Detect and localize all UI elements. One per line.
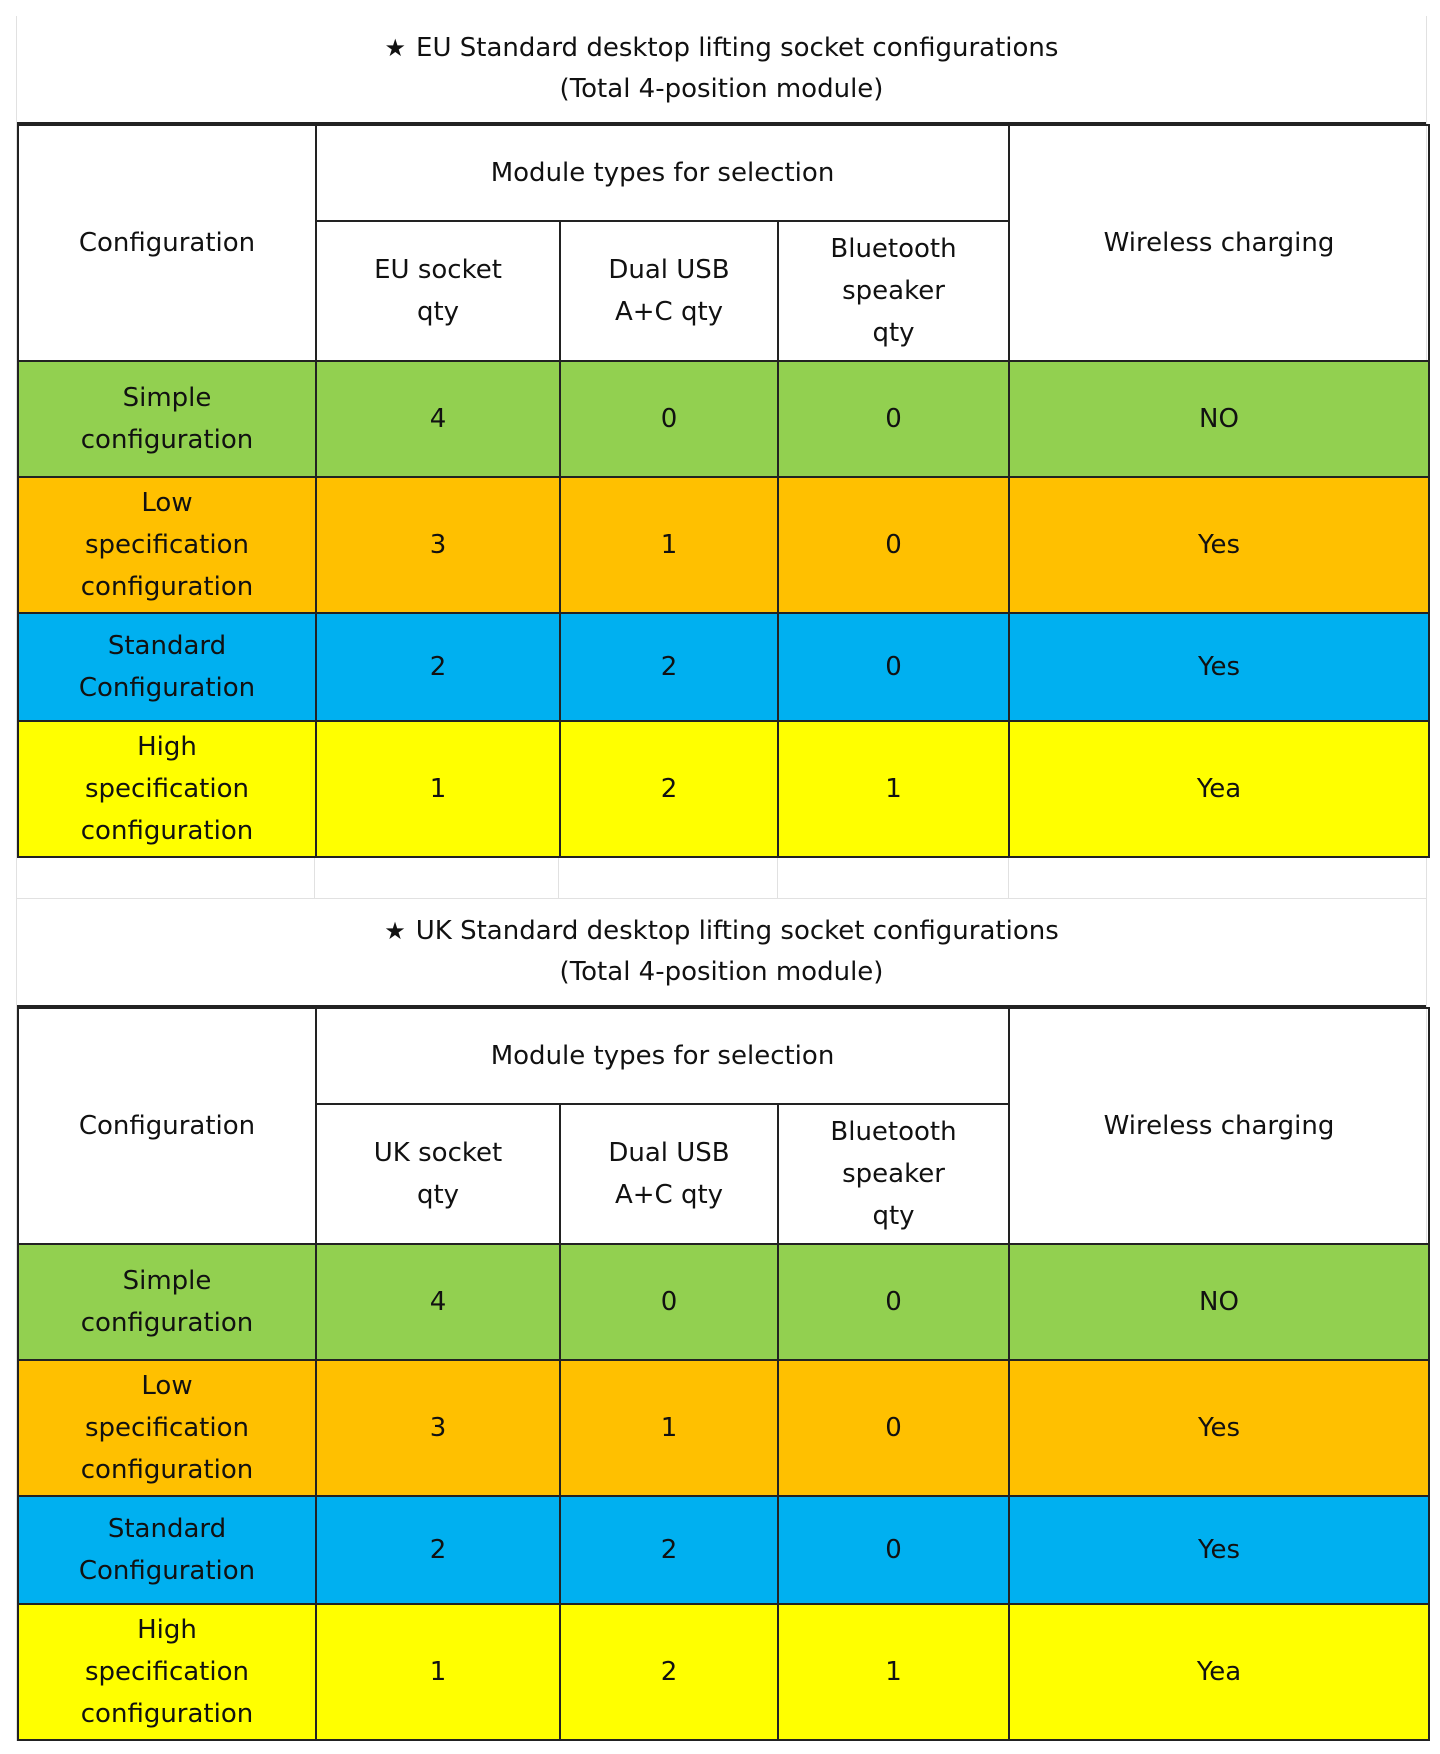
table-row bbox=[18, 1360, 1429, 1496]
header-socket-qty bbox=[316, 221, 560, 361]
config-name-line: configuration bbox=[80, 816, 254, 846]
table-row bbox=[18, 613, 1429, 721]
spreadsheet bbox=[16, 16, 1427, 1741]
row-config-name bbox=[18, 1360, 316, 1496]
empty-cell bbox=[17, 858, 315, 898]
row-config-name bbox=[18, 1604, 316, 1740]
row-config-name bbox=[18, 721, 316, 857]
table-row bbox=[18, 1604, 1429, 1740]
header-usb-qty bbox=[560, 1104, 778, 1244]
config-name-line: Configuration bbox=[78, 673, 256, 703]
cell-usb: 0 bbox=[560, 361, 778, 477]
uk-block bbox=[16, 899, 1427, 1741]
star-icon: ★ bbox=[384, 917, 406, 945]
cell-bt: 1 bbox=[778, 721, 1009, 857]
cell-bt: 0 bbox=[778, 361, 1009, 477]
cell-wireless: Yes bbox=[1009, 477, 1429, 613]
header-wireless-charging: Wireless charging bbox=[1009, 1008, 1429, 1244]
header-bt-qty-line3: qty bbox=[872, 1201, 915, 1231]
cell-bt: 0 bbox=[778, 1244, 1009, 1360]
table-row bbox=[18, 721, 1429, 857]
uk-title-line1-wrap bbox=[384, 911, 1059, 952]
header-bt-qty-line2: speaker bbox=[842, 1159, 945, 1189]
config-name-line: specification bbox=[85, 1657, 249, 1687]
config-name-line: Simple bbox=[122, 383, 212, 413]
header-socket-qty-line2: qty bbox=[416, 1180, 460, 1210]
header-bt-qty-line1: Bluetooth bbox=[830, 234, 957, 264]
config-name-line: Standard bbox=[107, 631, 227, 661]
row-config-name bbox=[18, 613, 316, 721]
header-bt-qty-line3: qty bbox=[872, 318, 915, 348]
config-name-line: configuration bbox=[80, 1455, 254, 1485]
header-usb-qty-line1: Dual USB bbox=[608, 255, 730, 285]
cell-socket: 1 bbox=[316, 721, 560, 857]
cell-wireless: Yes bbox=[1009, 1496, 1429, 1604]
cell-bt: 0 bbox=[778, 1496, 1009, 1604]
cell-socket: 2 bbox=[316, 613, 560, 721]
cell-wireless: NO bbox=[1009, 361, 1429, 477]
header-socket-qty-line1: EU socket bbox=[374, 255, 502, 285]
cell-usb: 1 bbox=[560, 477, 778, 613]
cell-bt: 0 bbox=[778, 477, 1009, 613]
uk-title-line2: (Total 4-position module) bbox=[559, 957, 884, 987]
config-name-line: Standard bbox=[107, 1514, 227, 1544]
uk-title-line1: UK Standard desktop lifting socket configurations bbox=[415, 916, 1059, 946]
cell-wireless: Yes bbox=[1009, 613, 1429, 721]
header-usb-qty-line2: A+C qty bbox=[614, 297, 724, 327]
header-socket-qty-line2: qty bbox=[416, 297, 460, 327]
cell-usb: 2 bbox=[560, 1496, 778, 1604]
config-name-line: configuration bbox=[80, 1308, 254, 1338]
config-name-line: Low bbox=[141, 488, 193, 518]
table-row bbox=[18, 477, 1429, 613]
empty-cell bbox=[778, 858, 1009, 898]
cell-socket: 4 bbox=[316, 361, 560, 477]
uk-title bbox=[17, 899, 1426, 1007]
row-config-name bbox=[18, 361, 316, 477]
cell-usb: 2 bbox=[560, 721, 778, 857]
header-socket-qty-line1: UK socket bbox=[373, 1138, 503, 1168]
config-name-line: specification bbox=[85, 1413, 249, 1443]
header-bt-qty-line2: speaker bbox=[842, 276, 945, 306]
cell-socket: 2 bbox=[316, 1496, 560, 1604]
cell-bt: 0 bbox=[778, 1360, 1009, 1496]
eu-title-line1-wrap bbox=[385, 28, 1059, 69]
eu-title-line2: (Total 4-position module) bbox=[559, 74, 884, 104]
header-configuration: Configuration bbox=[18, 1008, 316, 1244]
config-name-line: specification bbox=[85, 774, 249, 804]
header-usb-qty bbox=[560, 221, 778, 361]
header-bt-qty bbox=[778, 1104, 1009, 1244]
cell-socket: 3 bbox=[316, 1360, 560, 1496]
eu-block bbox=[16, 16, 1427, 899]
cell-wireless: NO bbox=[1009, 1244, 1429, 1360]
cell-bt: 0 bbox=[778, 613, 1009, 721]
table-row bbox=[18, 1496, 1429, 1604]
empty-cell bbox=[1009, 858, 1426, 898]
row-config-name bbox=[18, 1496, 316, 1604]
config-name-line: specification bbox=[85, 530, 249, 560]
table-row bbox=[18, 1244, 1429, 1360]
star-icon: ★ bbox=[384, 34, 407, 62]
cell-wireless: Yea bbox=[1009, 1604, 1429, 1740]
header-usb-qty-line2: A+C qty bbox=[614, 1180, 724, 1210]
header-configuration: Configuration bbox=[18, 125, 316, 361]
config-name-line: Low bbox=[141, 1371, 193, 1401]
config-name-line: Configuration bbox=[78, 1556, 256, 1586]
cell-wireless: Yes bbox=[1009, 1360, 1429, 1496]
header-socket-qty bbox=[316, 1104, 560, 1244]
cell-wireless: Yea bbox=[1009, 721, 1429, 857]
row-config-name bbox=[18, 1244, 316, 1360]
header-usb-qty-line1: Dual USB bbox=[608, 1138, 730, 1168]
cell-socket: 1 bbox=[316, 1604, 560, 1740]
cell-usb: 0 bbox=[560, 1244, 778, 1360]
row-config-name bbox=[18, 477, 316, 613]
cell-usb: 2 bbox=[560, 1604, 778, 1740]
cell-bt: 1 bbox=[778, 1604, 1009, 1740]
cell-socket: 4 bbox=[316, 1244, 560, 1360]
header-bt-qty bbox=[778, 221, 1009, 361]
empty-cell bbox=[315, 858, 559, 898]
config-name-line: configuration bbox=[80, 425, 254, 455]
empty-cell bbox=[559, 858, 777, 898]
eu-config-table bbox=[17, 124, 1430, 858]
cell-usb: 2 bbox=[560, 613, 778, 721]
cell-usb: 1 bbox=[560, 1360, 778, 1496]
eu-title bbox=[17, 16, 1426, 124]
eu-title-line1: EU Standard desktop lifting socket configurations bbox=[416, 33, 1059, 63]
empty-row bbox=[17, 858, 1426, 899]
uk-config-table bbox=[17, 1007, 1430, 1741]
header-bt-qty-line1: Bluetooth bbox=[830, 1117, 957, 1147]
config-name-line: Simple bbox=[122, 1266, 212, 1296]
config-name-line: configuration bbox=[80, 572, 254, 602]
cell-socket: 3 bbox=[316, 477, 560, 613]
header-module-types: Module types for selection bbox=[316, 1008, 1009, 1104]
config-name-line: configuration bbox=[80, 1699, 254, 1729]
table-row bbox=[18, 361, 1429, 477]
config-name-line: High bbox=[137, 1615, 197, 1645]
header-wireless-charging: Wireless charging bbox=[1009, 125, 1429, 361]
config-name-line: High bbox=[137, 732, 197, 762]
header-module-types: Module types for selection bbox=[316, 125, 1009, 221]
